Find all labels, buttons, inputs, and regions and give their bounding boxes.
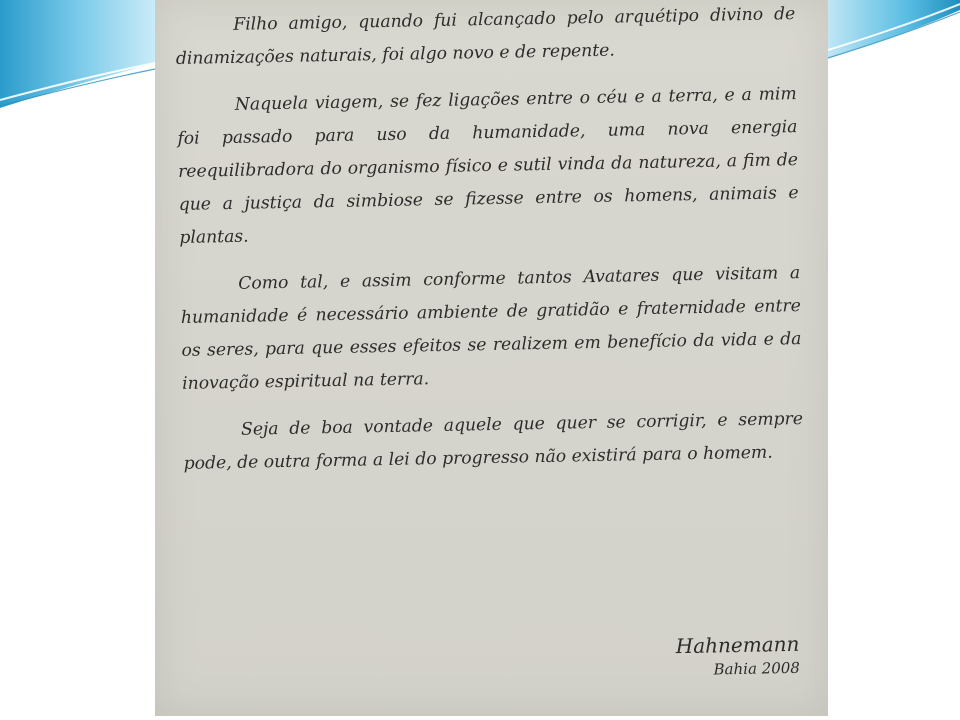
- message-text: [175, 0, 804, 495]
- paragraph-3: Como tal, e assim conforme tantos Avatares que visitam a humanidade é necessário ambiente de gratidão e fraternidade entre os seres, para que esses efeitos se realizem em benefício da vida e da inovação espiritual na terra.: [180, 263, 802, 394]
- document-photo: [155, 0, 828, 716]
- signature-block: [676, 631, 801, 681]
- paragraph-4: Seja de boa vontade aquele que quer se corrigir, e sempre pode, de outra forma a lei do progresso não existirá para o homem.: [183, 409, 804, 474]
- signature-name: Hahnemann: [675, 631, 801, 659]
- paragraph-2: Naquela viagem, se fez ligações entre o céu e a terra, e a mim foi passado para uso da humanidade, uma nova energia reequilibradora do organismo físico e sutil vinda da natureza, a fim de que a justiça da simbiose se fizesse entre os homens, animais e plantas.: [177, 84, 799, 248]
- paragraph-1: Filho amigo, quando fui alcançado pelo arquétipo divino de dinamizações naturais, foi algo novo e de repente.: [175, 4, 796, 69]
- signature-place-date: Bahia 2008: [713, 658, 801, 679]
